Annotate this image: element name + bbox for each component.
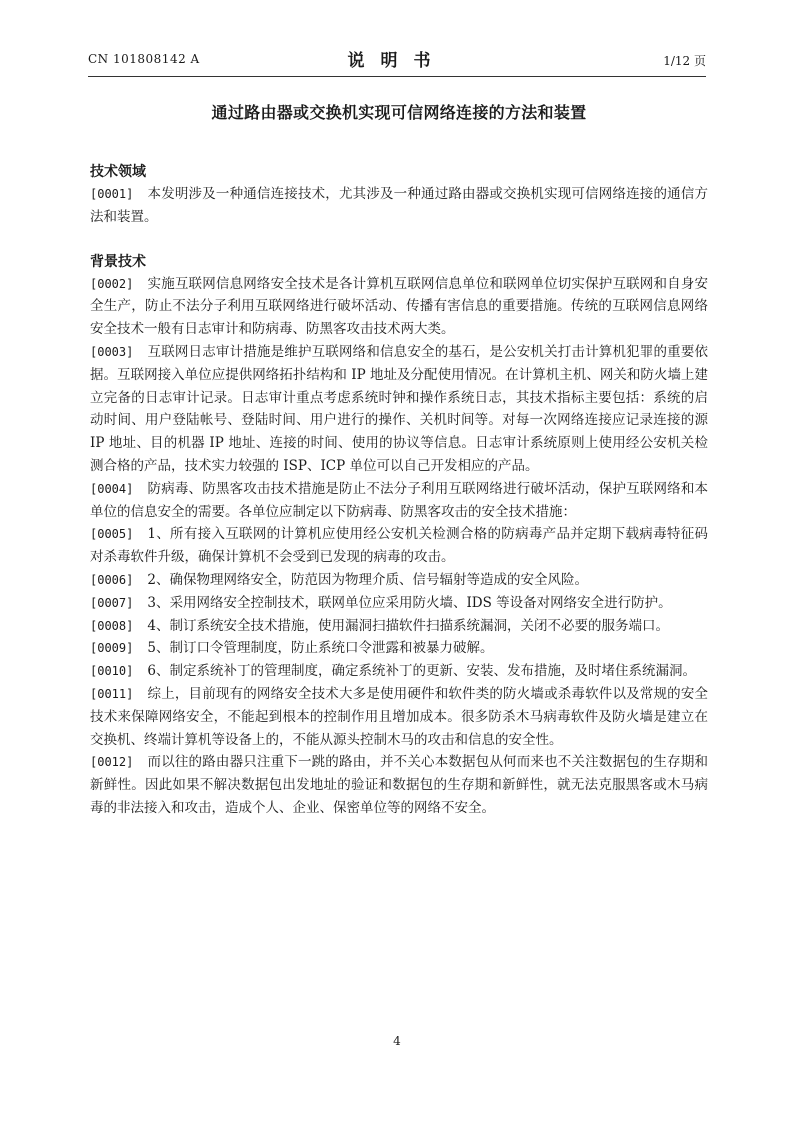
page-count: 1/12 页 — [663, 54, 706, 68]
paragraph-number: [0004] — [90, 481, 134, 496]
paragraph — [90, 478, 708, 524]
paragraph-text: 3、采用网络安全控制技术，联网单位应采用防火墙、IDS 等设备对网络安全进行防护。 — [147, 594, 672, 611]
paragraph — [90, 341, 708, 478]
paragraph-number: [0010] — [90, 664, 134, 679]
section-heading-technical-field: 技术领域 — [90, 164, 146, 180]
paragraph — [90, 615, 708, 638]
paragraph — [90, 592, 708, 615]
page-header — [88, 46, 706, 74]
section-heading-background: 背景技术 — [90, 253, 146, 270]
paragraph-text: 5、制订口令管理制度，防止系统口令泄露和被暴力破解。 — [147, 640, 494, 657]
paragraph-number: [0011] — [90, 686, 134, 701]
paragraph — [90, 751, 708, 819]
paragraph-text: 6、制定系统补丁的管理制度，确定系统补丁的更新、安装、发布措施，及时堵住系统漏洞。 — [147, 663, 696, 680]
document-type: 说明书 — [347, 51, 447, 71]
paragraph-text: 综上，目前现有的网络安全技术大多是使用硬件和软件类的防火墙或杀毒软件以及常规的安全技术来保障网络安全，不能起到根本的控制作用且增加成本。很多防杀木马病毒软件及防火墙是建立在交换机、终端计算机等设备上的，不能从源头控制木马的攻击和信息的安全性。 — [90, 685, 708, 748]
publication-number: CN 101808142 A — [88, 52, 200, 66]
paragraph-number: [0005] — [90, 527, 134, 542]
paragraph-text: 1、所有接入互联网的计算机应使用经公安机关检测合格的防病毒产品并定期下载病毒特征码对杀毒软件升级，确保计算机不会受到已发现的病毒的攻击。 — [90, 526, 708, 566]
paragraph-number: [0008] — [90, 618, 134, 633]
paragraph-text: 互联网日志审计措施是维护互联网络和信息安全的基石，是公安机关打击计算机犯罪的重要依据。互联网接入单位应提供网络拓扑结构和 IP 地址及分配使用情况。在计算机主机、网关和防火墙上建立完备的日志审计记录。日志审计重点考虑系统时钟和操作系统日志，其技术指标主要包括：系统的启动时间、用户登陆帐号、登陆时间、用户进行的操作、关机时间等。对每一次网络连接应记录连接的源 IP 地址、目的机器 IP 地址、连接的时间、使用的协议等信息。日志审计系统原则上使用经公安机关检测合格的产品，技术实力较强的 ISP、ICP 单位可以自己开发相应的产品。 — [90, 343, 708, 474]
paragraph-number: [0007] — [90, 595, 134, 610]
page-number: 4 — [393, 1034, 401, 1048]
paragraph — [90, 683, 708, 751]
paragraph-number: [0009] — [90, 641, 134, 656]
document-title: 通过路由器或交换机实现可信网络连接的方法和装置 — [211, 103, 587, 122]
paragraph-text: 2、确保物理网络安全，防范因为物理介质、信号辐射等造成的安全风险。 — [147, 571, 588, 588]
paragraph-text: 4、制订系统安全技术措施，使用漏洞扫描软件扫描系统漏洞，关闭不必要的服务端口。 — [147, 617, 669, 634]
paragraph-number: [0006] — [90, 572, 134, 587]
paragraph-number: [0001] — [90, 187, 134, 201]
paragraph — [90, 183, 708, 229]
document-body — [90, 100, 708, 820]
paragraph-text: 防病毒、防黑客攻击技术措施是防止不法分子利用互联网络进行破坏活动，保护互联网络和本单位的信息安全的需要。各单位应制定以下防病毒、防黑客攻击的安全技术措施： — [90, 480, 708, 520]
paragraph-text: 而以往的路由器只注重下一跳的路由，并不关心本数据包从何而来也不关注数据包的生存期和新鲜性。因此如果不解决数据包出发地址的验证和数据包的生存期和新鲜性，就无法克服黑客或木马病毒的非法接入和攻击，造成个人、企业、保密单位等的网络不安全。 — [90, 754, 708, 816]
paragraph — [90, 637, 708, 660]
paragraph — [90, 273, 708, 341]
paragraph-number: [0002] — [90, 276, 134, 291]
header-divider — [88, 76, 706, 77]
paragraph-number: [0012] — [90, 755, 134, 770]
technical-field-paragraphs — [90, 183, 708, 229]
section-spacer — [90, 229, 708, 251]
paragraph — [90, 660, 708, 683]
paragraph-text: 本发明涉及一种通信连接技术，尤其涉及一种通过路由器或交换机实现可信网络连接的通信方法和装置。 — [90, 186, 708, 225]
paragraph — [90, 523, 708, 569]
paragraph — [90, 569, 708, 592]
paragraph-text: 实施互联网信息网络安全技术是各计算机互联网信息单位和联网单位切实保护互联网和自身安全生产，防止不法分子利用互联网络进行破坏活动、传播有害信息的重要措施。传统的互联网信息网络安全技术一般有日志审计和防病毒、防黑客攻击技术两大类。 — [90, 275, 708, 338]
background-paragraphs — [90, 273, 708, 820]
paragraph-number: [0003] — [90, 344, 134, 359]
